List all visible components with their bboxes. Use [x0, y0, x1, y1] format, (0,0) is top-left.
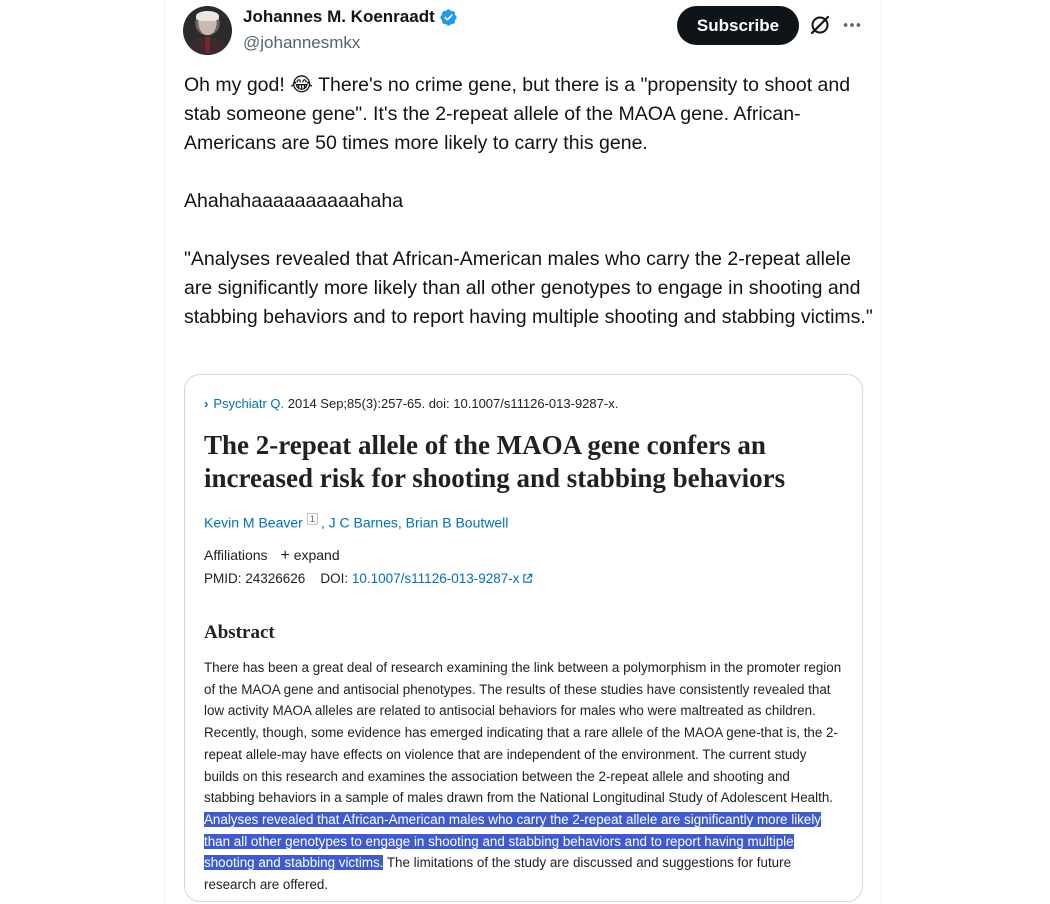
paper-title: The 2-repeat allele of the MAOA gene confers an increased risk for shooting and stabbing behaviors	[204, 430, 786, 493]
tweet-text	[184, 71, 874, 332]
grok-icon[interactable]	[808, 13, 832, 37]
doi-label: DOI:	[320, 571, 349, 586]
author-name[interactable]: Johannes M. Koenraadt	[243, 7, 435, 26]
identifiers-row	[204, 571, 533, 586]
author-name-row[interactable]	[243, 7, 458, 27]
abstract-text-before: There has been a great deal of research examining the link between a polymorphism in the promoter region of the MAOA gene and antisocial phenotypes. The results of these studies have consistently revealed that low activity MAOA alleles are related to antisocial behaviors for males who were maltreated as children. Recently, though, some evidence has emerged indicating that a rare allele of the MAOA gene-that is, the 2-repeat allele-may have effects on violence that are independent of the environment. The current study builds on this research and examines the association between the 2-repeat allele and shooting and stabbing behaviors in a sample of males drawn from the National Longitudinal Study of Adolescent Health.	[204, 660, 842, 806]
abstract-text-after: The limitations of the study are discussed and suggestions for future research are offered.	[204, 855, 792, 893]
affiliations-row	[204, 547, 340, 565]
author-links[interactable]: , J C Barnes, Brian B Boutwell	[320, 514, 509, 531]
abstract-highlighted-text: Analyses revealed that African-American males who carry the 2-repeat allele are significantly more likely than all other genotypes to engage in shooting and stabbing behaviors and to report having multiple shooting and stabbing victims.	[204, 811, 821, 871]
more-horizontal-icon[interactable]	[841, 14, 863, 36]
abstract-text	[204, 657, 844, 896]
abstract-heading: Abstract	[204, 622, 275, 643]
external-link-icon	[522, 573, 533, 584]
journal-name[interactable]: Psychiatr Q.	[213, 396, 285, 411]
pmid-label: PMID: 24326626	[204, 571, 306, 586]
tweet-paragraph: Oh my god! 😂 There's no crime gene, but there is a "propensity to shoot and stab someone gene". It's the 2-repeat allele of the MAOA gene. African-Americans are 50 times more likely to carry this gene.	[184, 74, 851, 154]
affiliation-marker[interactable]: 1	[307, 513, 318, 525]
verified-badge-icon	[439, 8, 458, 27]
journal-citation	[204, 396, 618, 411]
chevron-right-icon: ›	[204, 396, 209, 411]
author-list	[204, 514, 508, 531]
author-link[interactable]: Kevin M Beaver	[204, 514, 303, 531]
author-handle[interactable]: @johannesmkx	[243, 33, 361, 52]
subscribe-button[interactable]: Subscribe	[677, 6, 799, 45]
tweet-paragraph: "Analyses revealed that African-American males who carry the 2-repeat allele are significantly more likely than all other genotypes to engage in shooting and stabbing behaviors and to report having multiple shooting and stabbing victims."	[184, 248, 873, 328]
avatar-tie	[205, 37, 210, 53]
citation-text: 2014 Sep;85(3):257-65. doi: 10.1007/s11126-013-9287-x.	[287, 396, 619, 411]
attached-image-card[interactable]	[184, 374, 863, 902]
tweet-paragraph: Ahahahaaaaaaaaaahaha	[184, 190, 404, 212]
avatar[interactable]	[183, 6, 232, 55]
plus-icon[interactable]: +	[280, 547, 290, 564]
avatar-hair	[196, 11, 219, 21]
expand-link[interactable]: expand	[293, 547, 340, 563]
doi-link[interactable]: 10.1007/s11126-013-9287-x	[351, 571, 520, 586]
affiliations-label: Affiliations	[204, 547, 268, 563]
